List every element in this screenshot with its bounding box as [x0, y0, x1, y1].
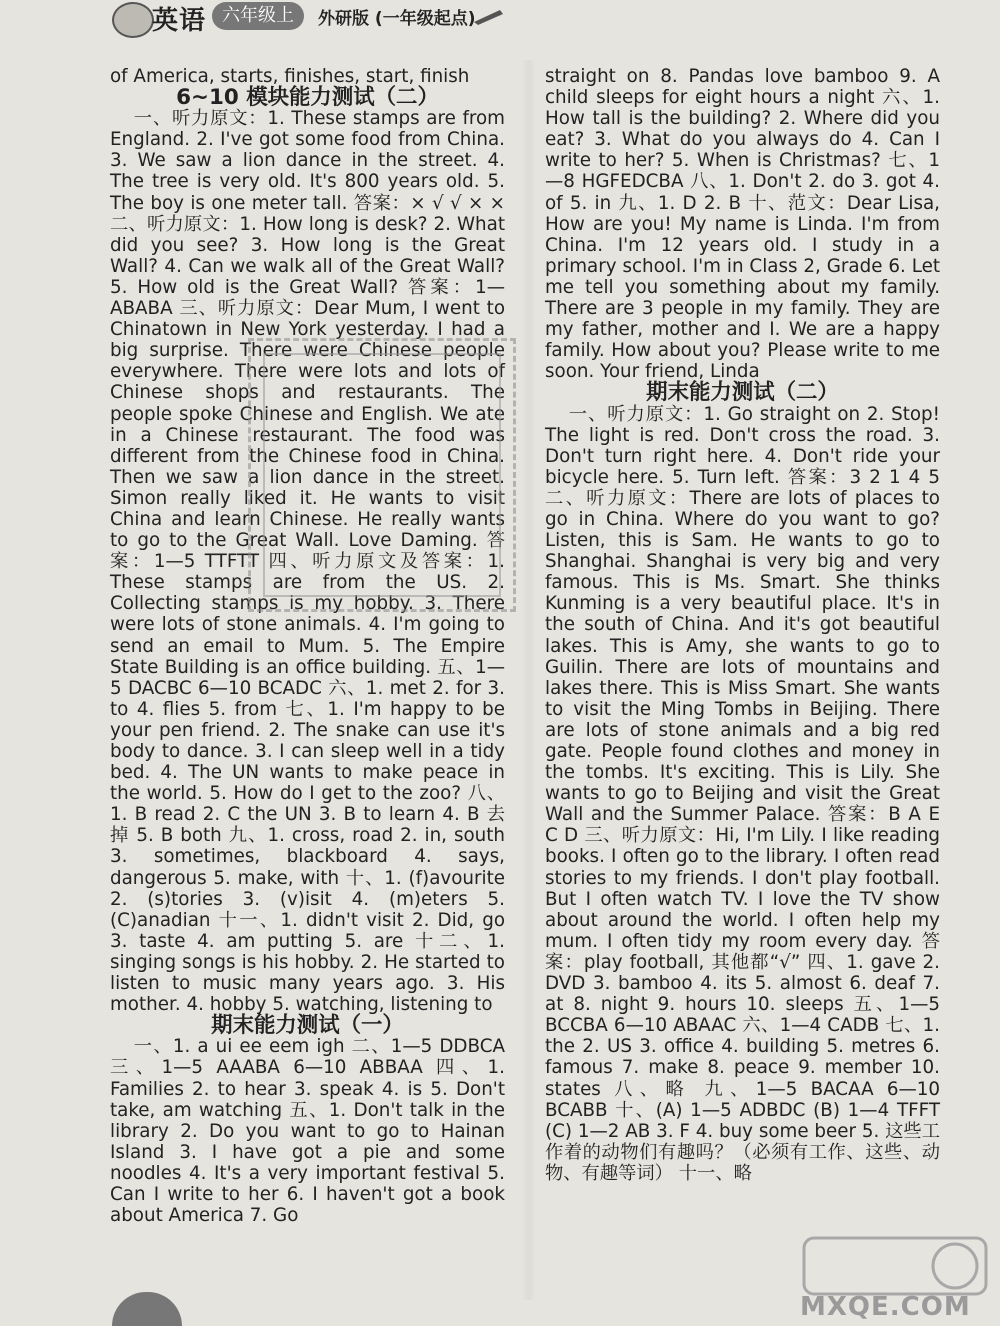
grade-badge: 六年级上: [212, 2, 304, 30]
right-paragraph: straight on 8. Pandas love bamboo 9. A child sleeps for eight hours a night 六、1. How tall is the building? 2. Where did you eat? 3. What do you always do 4. Can I write to her? 5. When is Christmas? 七、1—8 HGFEDCBA 八、1. Don't 2. do 3. got 4. of 5. in 九、1. D 2. B 十、范文：Dear Lisa, How are you! My name is Linda. I'm from China. I'm 12 years old. I study in a primary school. I'm in Class 2, Grade 6. Let me tell you something about my family. There are 3 people in my family. They are my father, mother and I. We are a happy family. How about you? Please write to me soon. Your friend, Linda: [545, 66, 940, 383]
left-section-title: 6~10 模块能力测试（二）: [176, 85, 439, 111]
page-number-badge-icon: [112, 1292, 182, 1326]
left-paragraph: of America, starts, finishes, start, finish: [110, 66, 470, 87]
page-gutter: [522, 60, 536, 1300]
book-logo-icon: [112, 2, 154, 38]
right-paragraph: 一、听力原文：1. Go straight on 2. Stop! The light is red. Don't cross the road. 3. Don't turn right here. 4. Don't ride your bicycle here. 5. Turn left. 答案：3 2 1 4 5 二、听力原文：There are lots of places to go in China. Where do you want to go? Listen, this is Sam. He wants to go to Shanghai. Shanghai is very big and very famous. This is Ms. Smart. She thinks Kunming is a very beautiful place. It's in the south of China. And it's got beautiful lakes. This is Amy, she wants to go to Guilin. There are lots of mountains and lakes there. This is Miss Smart. She wants to visit the Ming Tombs in Beijing. There are lots of stone animals and a big red gate. People found clothes and money in the tombs. It's exciting. This is Lily. She wants to go to Beijing and visit the Great Wall and the Summer Palace. 答案：B A E C D 三、听力原文：Hi, I'm Lily. I like reading books. I often go to the library. I often read stories to my friends. I don't play football. But I often watch TV. I love the TV show about around the world. I often help my mum. I often tidy my room every day. 答案：play football, 其他都“√” 四、1. gave 2. DVD 3. bamboo 4. its 5. almost 6. deaf 7. at 8. night 9. hours 10. sleeps 五、1—5 BCCBA 6—10 ABAAC 六、1—4 CADB 七、1. the 2. US 3. office 4. building 5. metres 6. famous 7. make 8. peace 9. member 10. states 八、略 九、1—5 BACAA 6—10 BCABB 十、(A) 1—5 ADBDC (B) 1—4 TFFT (C) 1—2 AB 3. F 4. buy some beer 5. 这些工作着的动物们有趣吗？（必须有工作、这些、动物、有趣等词） 十一、略: [545, 403, 940, 1184]
left-section-title: 期末能力测试（一）: [211, 1013, 404, 1039]
subject-title: 英语: [152, 6, 207, 36]
edition-label: 外研版 (一年级起点): [318, 9, 476, 29]
watermark-url: MXQE.COM: [800, 1292, 971, 1322]
pencil-icon: [472, 6, 506, 26]
left-answer-column: [110, 66, 505, 1226]
right-section-title: 期末能力测试（二）: [646, 380, 839, 406]
left-paragraph: 一、听力原文：1. These stamps are from England. 2. I've got some food from China. 3. We saw a lion dance in the street. 4. The tree is very old. It's 800 years old. 5. The boy is one meter tall. 答案：× √ √ × × 二、听力原文：1. How long is desk? 2. What did you see? 3. How long is the Great Wall? 4. Can we walk all of the Great Wall? 5. How old is the Great Wall? 答案：1—ABABA 三、听力原文：Dear Mum, I went to Chinatown in New York yesterday. I had a big surprise. There were Chinese people everywhere. There were lots and lots of Chinese shops and restaurants. The people spoke Chinese and English. We ate in a Chinese restaurant. The food was different from the Chinese food in China. Then we saw a lion dance in the street. Simon really liked it. He wants to visit China and learn Chinese. He really wants to go to the Great Wall. Love Daming. 答案：1—5 TTFTT 四、听力原文及答案：1. These stamps are from the US. 2. Collecting stamps is my hobby. 3. There were lots of stone animals. 4. I'm going to send an email to Mum. 5. The Empire State Building is an office building. 五、1—5 DACBC 6—10 BCADC 六、1. met 2. for 3. to 4. flies 5. from 七、1. I'm happy to be your pen friend. 2. The snake can use it's body to dance. 3. I can sleep well in a tidy bed. 4. The UN wants to make peace in the world. 5. How do I get to the zoo? 八、1. B read 2. C the UN 3. B to learn 4. B 去掉 5. B both 九、1. cross, road 2. in, south 3. sometimes, blackboard 4. says, dangerous 5. make, with 十、1. (f)avourite 2. (s)tories 3. (v)isit 4. (m)eters 5. (C)anadian 十一、1. didn't visit 2. Did, go 3. taste 4. am putting 5. are 十二、1. singing songs is his hobby. 2. He started to listen to music many years ago. 3. His mother. 4. hobby 5. watching, listening to: [110, 108, 505, 1016]
left-paragraph: 一、1. a ui ee eem igh 二、1—5 DDBCA 三、1—5 AAABA 6—10 ABBAA 四、1. Families 2. to hear 3. speak 4. is 5. Don't take, am watching 五、1. Don't talk in the library 2. Do you want to go to Hainan Island 3. I have got a pie and some noodles 4. It's a very important festival 5. Can I write to her 6. I haven't got a book about America 7. Go: [110, 1036, 505, 1227]
page-header: [0, 0, 1000, 46]
right-answer-column: [545, 66, 940, 1184]
